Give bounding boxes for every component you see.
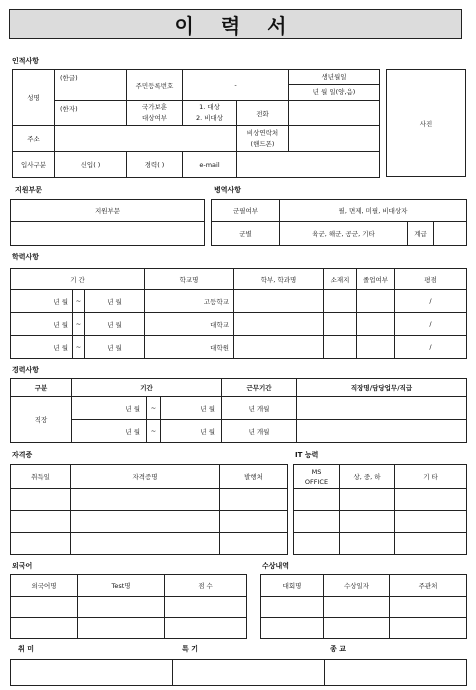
edu-to[interactable]: 년 월 bbox=[85, 313, 145, 336]
edu-major-field[interactable] bbox=[234, 336, 324, 359]
career-dash: ~ bbox=[147, 397, 161, 420]
specialty-label: 특 기 bbox=[182, 645, 198, 653]
license-date-field[interactable] bbox=[11, 533, 71, 555]
emergency-label-line1: 비상연락처 bbox=[246, 128, 279, 137]
lang-name-field[interactable] bbox=[11, 618, 78, 639]
name-label: 성명 bbox=[13, 70, 55, 126]
table-row bbox=[11, 597, 247, 618]
awards-header-contest: 대회명 bbox=[261, 575, 324, 597]
table-row bbox=[11, 618, 247, 639]
career-header-period: 기간 bbox=[72, 379, 222, 397]
lang-header-score: 점 수 bbox=[165, 575, 247, 597]
personal-table bbox=[12, 69, 380, 178]
footer-table bbox=[10, 659, 467, 686]
specialty-field[interactable] bbox=[173, 660, 325, 686]
awards-host-field[interactable] bbox=[390, 618, 467, 639]
veteran-options[interactable] bbox=[183, 101, 237, 126]
photo-label: 사진 bbox=[419, 119, 433, 128]
rrn-field[interactable]: - bbox=[183, 70, 289, 101]
section-personal: 인적사항 bbox=[12, 57, 40, 65]
edu-school-university[interactable]: 대학교 bbox=[145, 313, 234, 336]
lang-test-field[interactable] bbox=[78, 618, 165, 639]
edu-school-graduate[interactable]: 대학원 bbox=[145, 336, 234, 359]
edu-header-graduation: 졸업여부 bbox=[357, 269, 395, 290]
awards-date-field[interactable] bbox=[324, 597, 390, 618]
it-header-office-line1: MS bbox=[311, 467, 322, 476]
edu-header-major: 학부, 학과명 bbox=[234, 269, 324, 290]
military-table bbox=[211, 199, 467, 246]
it-header-office bbox=[294, 465, 340, 489]
address-field[interactable] bbox=[55, 126, 237, 152]
lang-name-field[interactable] bbox=[11, 597, 78, 618]
it-etc-field[interactable] bbox=[395, 489, 467, 511]
edu-major-field[interactable] bbox=[234, 290, 324, 313]
religion-field[interactable] bbox=[325, 660, 467, 686]
it-etc-field[interactable] bbox=[395, 511, 467, 533]
table-row bbox=[11, 511, 288, 533]
it-table bbox=[293, 464, 467, 555]
join-new-option[interactable]: 신입( ) bbox=[55, 152, 127, 178]
table-row bbox=[11, 420, 467, 443]
edu-location-field[interactable] bbox=[324, 336, 357, 359]
email-label: e-mail bbox=[183, 152, 237, 178]
veteran-label bbox=[127, 101, 183, 126]
edu-graduation-field[interactable] bbox=[357, 313, 395, 336]
it-level-field[interactable] bbox=[340, 533, 395, 555]
lang-score-field[interactable] bbox=[165, 597, 247, 618]
rrn-label: 주민등록번호 bbox=[127, 70, 183, 101]
career-to[interactable]: 년 월 bbox=[161, 420, 222, 443]
table-row bbox=[11, 533, 288, 555]
career-dash: ~ bbox=[147, 420, 161, 443]
table-row bbox=[11, 489, 288, 511]
table-row bbox=[294, 511, 467, 533]
edu-from[interactable]: 년 월 bbox=[11, 290, 73, 313]
lang-score-field[interactable] bbox=[165, 618, 247, 639]
awards-table bbox=[260, 574, 467, 639]
edu-location-field[interactable] bbox=[324, 313, 357, 336]
section-education: 학력사항 bbox=[12, 253, 40, 261]
table-row bbox=[11, 336, 467, 359]
it-level-field[interactable] bbox=[340, 511, 395, 533]
awards-date-field[interactable] bbox=[324, 618, 390, 639]
career-duration[interactable]: 년 개월 bbox=[222, 420, 297, 443]
birth-label: 생년월일 bbox=[289, 70, 379, 85]
emergency-field[interactable] bbox=[289, 126, 380, 152]
section-military: 병역사항 bbox=[214, 186, 242, 194]
lang-test-field[interactable] bbox=[78, 597, 165, 618]
edu-gpa-field[interactable]: / bbox=[395, 336, 467, 359]
it-level-field[interactable] bbox=[340, 489, 395, 511]
edu-dash: ~ bbox=[73, 290, 85, 313]
license-name-field[interactable] bbox=[71, 511, 220, 533]
edu-dash: ~ bbox=[73, 336, 85, 359]
page-title: 이 력 서 bbox=[174, 13, 297, 38]
edu-from[interactable]: 년 월 bbox=[11, 336, 73, 359]
career-from[interactable]: 년 월 bbox=[72, 420, 147, 443]
career-to[interactable]: 년 월 bbox=[161, 397, 222, 420]
career-company-field[interactable] bbox=[297, 397, 467, 420]
it-office-field[interactable] bbox=[294, 489, 340, 511]
career-header-type: 구분 bbox=[11, 379, 72, 397]
section-it: IT 능력 bbox=[295, 451, 319, 459]
table-row bbox=[294, 489, 467, 511]
military-rank-field[interactable] bbox=[434, 222, 467, 246]
emergency-label bbox=[237, 126, 289, 152]
career-table bbox=[10, 378, 467, 443]
photo-box[interactable] bbox=[386, 69, 466, 177]
birth-cell bbox=[289, 70, 380, 101]
it-office-field[interactable] bbox=[294, 511, 340, 533]
license-header-issuer: 발행처 bbox=[220, 465, 288, 489]
license-issuer-field[interactable] bbox=[220, 489, 288, 511]
address-label: 주소 bbox=[13, 126, 55, 152]
edu-header-location: 소재지 bbox=[324, 269, 357, 290]
career-duration[interactable]: 년 개월 bbox=[222, 397, 297, 420]
edu-header-school: 학교명 bbox=[145, 269, 234, 290]
join-career-option[interactable]: 경력( ) bbox=[127, 152, 183, 178]
military-rank-label: 계급 bbox=[408, 222, 434, 246]
religion-label: 종 교 bbox=[330, 645, 346, 653]
hobby-field[interactable] bbox=[11, 660, 173, 686]
lang-header-name: 외국어명 bbox=[11, 575, 78, 597]
it-header-etc: 기 타 bbox=[395, 465, 467, 489]
name-hanja-field[interactable]: (한자) bbox=[55, 101, 127, 126]
license-table bbox=[10, 464, 288, 555]
join-type-label: 입사구분 bbox=[13, 152, 55, 178]
it-etc-field[interactable] bbox=[395, 533, 467, 555]
edu-gpa-field[interactable]: / bbox=[395, 290, 467, 313]
edu-gpa-field[interactable]: / bbox=[395, 313, 467, 336]
edu-graduation-field[interactable] bbox=[357, 290, 395, 313]
table-row bbox=[11, 397, 467, 420]
edu-header-period: 기 간 bbox=[11, 269, 145, 290]
veteran-label-line1: 국가보훈 bbox=[141, 103, 168, 111]
edu-to[interactable]: 년 월 bbox=[85, 290, 145, 313]
license-date-field[interactable] bbox=[11, 489, 71, 511]
license-issuer-field[interactable] bbox=[220, 511, 288, 533]
military-status-label: 군필여부 bbox=[212, 200, 280, 222]
lang-header-test: Test명 bbox=[78, 575, 165, 597]
email-field[interactable] bbox=[237, 152, 380, 178]
phone-field[interactable] bbox=[289, 101, 380, 126]
career-from[interactable]: 년 월 bbox=[72, 397, 147, 420]
awards-contest-field[interactable] bbox=[261, 618, 324, 639]
table-row bbox=[294, 533, 467, 555]
edu-school-highschool[interactable]: 고등학교 bbox=[145, 290, 234, 313]
education-table bbox=[10, 268, 467, 359]
awards-contest-field[interactable] bbox=[261, 597, 324, 618]
it-header-level: 상, 중, 하 bbox=[340, 465, 395, 489]
phone-label: 전화 bbox=[237, 101, 289, 126]
emergency-label-line2: (핸드폰) bbox=[250, 139, 275, 148]
birth-field[interactable]: 년 월 일(양,음) bbox=[312, 88, 356, 96]
it-header-office-line2: OFFICE bbox=[304, 477, 329, 486]
section-license: 자격증 bbox=[12, 451, 33, 459]
table-row bbox=[11, 313, 467, 336]
awards-host-field[interactable] bbox=[390, 597, 467, 618]
military-branch-options[interactable]: 육군, 해군, 공군, 기타 bbox=[280, 222, 408, 246]
veteran-option-no[interactable]: 2. 비대상 bbox=[195, 114, 224, 122]
license-name-field[interactable] bbox=[71, 489, 220, 511]
apply-field[interactable] bbox=[11, 222, 205, 246]
edu-from[interactable]: 년 월 bbox=[11, 313, 73, 336]
edu-to[interactable]: 년 월 bbox=[85, 336, 145, 359]
language-table bbox=[10, 574, 247, 639]
section-language: 외국어 bbox=[12, 562, 33, 570]
license-header-date: 취득일 bbox=[11, 465, 71, 489]
edu-header-gpa: 평점 bbox=[395, 269, 467, 290]
license-date-field[interactable] bbox=[11, 511, 71, 533]
it-office-field[interactable] bbox=[294, 533, 340, 555]
career-type-label: 직장 bbox=[11, 397, 72, 443]
apply-header: 지원부문 bbox=[11, 200, 205, 222]
license-name-field[interactable] bbox=[71, 533, 220, 555]
section-apply: 지원부문 bbox=[15, 186, 43, 194]
edu-dash: ~ bbox=[73, 313, 85, 336]
career-company-field[interactable] bbox=[297, 420, 467, 443]
table-row bbox=[11, 290, 467, 313]
edu-location-field[interactable] bbox=[324, 290, 357, 313]
section-awards: 수상내역 bbox=[262, 562, 290, 570]
title-bar bbox=[9, 9, 462, 39]
veteran-label-line2: 대상여부 bbox=[141, 114, 168, 122]
license-header-name: 자격증명 bbox=[71, 465, 220, 489]
awards-header-date: 수상일자 bbox=[324, 575, 390, 597]
section-career: 경력사항 bbox=[12, 366, 40, 374]
career-header-duration: 근무기간 bbox=[222, 379, 297, 397]
table-row bbox=[261, 618, 467, 639]
veteran-option-yes[interactable]: 1. 대상 bbox=[199, 103, 220, 111]
table-row bbox=[261, 597, 467, 618]
license-issuer-field[interactable] bbox=[220, 533, 288, 555]
edu-major-field[interactable] bbox=[234, 313, 324, 336]
name-hangul-field[interactable]: (한글) bbox=[55, 70, 127, 101]
edu-graduation-field[interactable] bbox=[357, 336, 395, 359]
career-header-company: 직장명/담당업무/직급 bbox=[297, 379, 467, 397]
awards-header-host: 주관처 bbox=[390, 575, 467, 597]
military-status-options[interactable]: 필, 면제, 미필, 비대상자 bbox=[280, 200, 467, 222]
apply-table bbox=[10, 199, 205, 246]
military-branch-label: 군별 bbox=[212, 222, 280, 246]
hobby-label: 취 미 bbox=[18, 645, 34, 653]
